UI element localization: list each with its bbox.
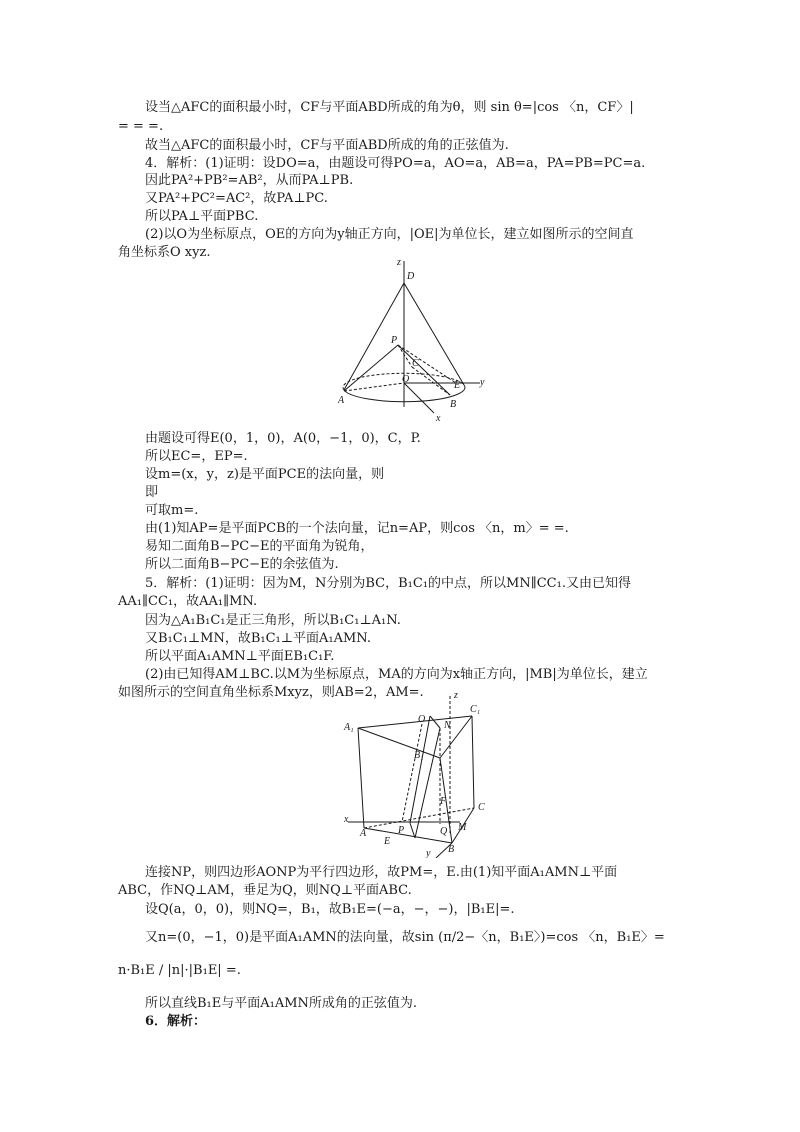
label-A: A — [338, 395, 345, 406]
label-C1: C₁ — [470, 704, 481, 715]
label-F: F — [440, 796, 447, 807]
text-line: 即 — [145, 485, 159, 500]
text-line: 因为△A₁B₁C₁是正三角形，所以B₁C₁⊥A₁N. — [145, 613, 401, 628]
label-E: E — [454, 380, 461, 391]
label-D: D — [407, 271, 415, 282]
text-line: 所以直线B₁E与平面A₁AMN所成角的正弦值为. — [145, 996, 418, 1011]
label-O: O — [418, 714, 426, 725]
text-line: 6．解析： — [145, 1014, 207, 1029]
text-line: 连接NP，则四边形AONP为平行四边形，故PM=，E.由(1)知平面A₁AMN⊥平面 — [145, 865, 618, 880]
text-line: 又B₁C₁⊥MN，故B₁C₁⊥平面A₁AMN. — [145, 631, 371, 646]
text-line: n·B₁E / |n|·|B₁E| =. — [118, 963, 241, 978]
text-line: 设m=(x，y，z)是平面PCE的法向量，则 — [145, 467, 385, 482]
label-M: M — [458, 822, 467, 833]
text-line: ABC，作NQ⊥AM，垂足为Q，则NQ⊥平面ABC. — [118, 883, 412, 898]
label-z: z — [397, 257, 401, 268]
text-line: 所以EC=，EP=. — [145, 449, 248, 464]
label-P: P — [398, 825, 405, 836]
label-C: C — [412, 358, 419, 369]
label-z: z — [454, 690, 458, 701]
label-E: E — [384, 836, 391, 847]
text-line: 可取m=. — [145, 503, 199, 518]
text-line: 设Q(a，0，0)，则NQ=，B₁，故B₁E=(−a，−，−)，|B₁E|=. — [145, 902, 515, 917]
text-line: 4．解析：(1)证明：设DO=a，由题设可得PO=a，AO=a，AB=a，PA=PB=PC=a. — [145, 156, 646, 171]
text-line: (2)由已知得AM⊥BC.以M为坐标原点，MA的方向为x轴正方向，|MB|为单位长，建立 — [145, 667, 648, 682]
label-A: A — [360, 828, 367, 839]
label-P: P — [391, 335, 398, 346]
label-y: y — [480, 377, 485, 388]
label-x: x — [436, 413, 441, 424]
label-B: B — [450, 399, 457, 410]
prism-figure — [340, 688, 500, 858]
text-line: 5．解析：(1)证明：因为M，N分别为BC，B₁C₁的中点，所以MN∥CC₁.又由已知得 — [145, 576, 631, 591]
text-line: 所以PA⊥平面PBC. — [145, 209, 259, 224]
text-line: 故当△AFC的面积最小时，CF与平面ABD所成的角的正弦值为. — [145, 138, 509, 153]
label-C: C — [478, 802, 485, 813]
text-line: 角坐标系O xyz. — [118, 245, 211, 260]
label-A1: A₁ — [344, 722, 354, 733]
text-line: AA₁∥CC₁，故AA₁∥MN. — [118, 594, 258, 609]
text-line: 如图所示的空间直角坐标系Mxyz，则AB=2，AM=. — [118, 685, 424, 700]
text-line: 又n=(0，−1，0)是平面A₁AMN的法向量，故sin (π/2−〈n，B₁E〉)=cos 〈n，B₁E〉= — [145, 930, 665, 945]
label-x: x — [344, 814, 349, 825]
text-line: 所以二面角B−PC−E的余弦值为. — [145, 557, 339, 572]
text-line: 设当△AFC的面积最小时，CF与平面ABD所成的角为θ，则 sin θ=|cos 〈n，CF〉| — [145, 100, 634, 115]
label-B1: B₁ — [414, 750, 424, 761]
text-line: 由(1)知AP=是平面PCB的一个法向量，记n=AP，则cos 〈n，m〉= =. — [145, 521, 569, 536]
label-O: O — [402, 374, 410, 385]
text-line: 又PA²+PC²=AC²，故PA⊥PC. — [145, 191, 328, 206]
label-y: y — [426, 848, 431, 858]
label-B: B — [448, 844, 455, 855]
text-line: 因此PA²+PB²=AB²，从而PA⊥PB. — [145, 173, 354, 188]
text-line: 由题设可得E(0，1，0)，A(0，−1，0)，C，P. — [145, 431, 421, 446]
label-N: N — [444, 720, 451, 731]
text-line: 所以平面A₁AMN⊥平面EB₁C₁F. — [145, 649, 335, 664]
label-Q: Q — [440, 826, 448, 837]
text-line: = = =. — [118, 119, 164, 134]
text-line: 易知二面角B−PC−E的平面角为锐角， — [145, 539, 374, 554]
text-line: (2)以O为坐标原点，OE的方向为y轴正方向，|OE|为单位长，建立如图所示的空间直 — [145, 227, 634, 242]
cone-figure — [330, 255, 500, 425]
